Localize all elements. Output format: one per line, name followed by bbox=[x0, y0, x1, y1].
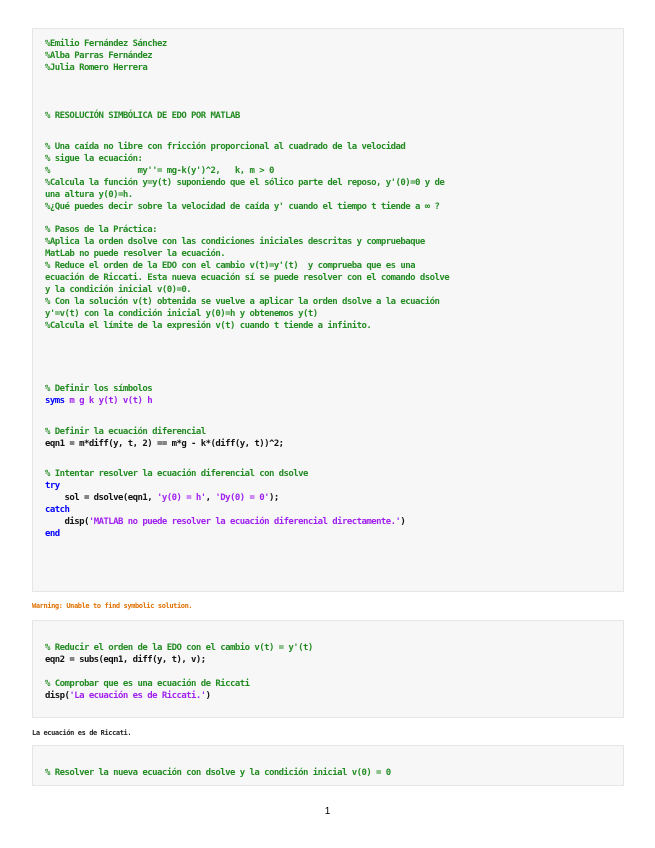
code-text: ) bbox=[400, 517, 406, 527]
string-literal: 'La ecuación es de Riccati.' bbox=[69, 691, 206, 701]
code-text: disp( bbox=[45, 517, 89, 527]
comment-line: % RESOLUCIÓN SIMBÓLICA DE EDO POR MATLAB bbox=[45, 111, 240, 121]
comment-line: %Alba Parras Fernández bbox=[45, 51, 153, 61]
comment-line: %Julia Romero Herrera bbox=[45, 63, 148, 73]
code-line: eqn1 = m*diff(y, t, 2) == m*g - k*(diff(y, t))^2; bbox=[45, 439, 284, 449]
comment-line: % Pasos de la Práctica: bbox=[45, 225, 157, 235]
comment-line: %Aplica la orden dsolve con las condiciones iniciales descritas y compruebaque bbox=[45, 237, 425, 247]
comment-line: %Calcula el límite de la expresión v(t) cuando t tiende a infinito. bbox=[45, 321, 372, 331]
command-output: La ecuación es de Riccati. bbox=[32, 729, 132, 737]
code-block-2 bbox=[32, 620, 624, 718]
string-literal: 'MATLAB no puede resolver la ecuación diferencial directamente.' bbox=[88, 517, 401, 527]
comment-line: % Una caída no libre con fricción proporcional al cuadrado de la velocidad bbox=[45, 142, 406, 152]
code-line-syms bbox=[45, 396, 152, 407]
string-literal: 'y(0) = h' bbox=[156, 493, 206, 503]
comment-line: % my''= mg-k(y')^2, k, m > 0 bbox=[45, 166, 274, 176]
comment-line: %Emilio Fernández Sánchez bbox=[45, 39, 167, 49]
comment-line: % Con la solución v(t) obtenida se vuelve a aplicar la orden dsolve a la ecuación bbox=[45, 297, 440, 307]
code-line-disp bbox=[45, 517, 405, 528]
keyword-line: end bbox=[45, 529, 60, 539]
code-block-3 bbox=[32, 745, 624, 786]
keyword: syms bbox=[45, 396, 65, 406]
code-text: ); bbox=[268, 493, 279, 503]
comment-line: % Definir la ecuación diferencial bbox=[45, 427, 206, 437]
keyword-line: catch bbox=[45, 505, 70, 515]
code-text: sol = dsolve(eqn1, bbox=[45, 493, 157, 503]
code-text: disp( bbox=[45, 691, 70, 701]
code-text: ) bbox=[205, 691, 211, 701]
comment-line: y la condición inicial v(0)=0. bbox=[45, 285, 192, 295]
code-text: , bbox=[205, 493, 216, 503]
comment-line: y'=v(t) con la condición inicial y(0)=h y obtenemos y(t) bbox=[45, 309, 318, 319]
keyword-line: try bbox=[45, 481, 60, 491]
comment-line: % Resolver la nueva ecuación con dsolve y la condición inicial v(0) = 0 bbox=[45, 768, 391, 778]
code-block-1 bbox=[32, 28, 624, 592]
comment-line: % Intentar resolver la ecuación diferencial con dsolve bbox=[45, 469, 308, 479]
comment-line: % Reducir el orden de la EDO con el cambio v(t) = y'(t) bbox=[45, 643, 313, 653]
comment-line: % Definir los símbolos bbox=[45, 384, 153, 394]
symbol-list: m g k y(t) v(t) h bbox=[64, 396, 153, 406]
comment-line: % Comprobar que es una ecuación de Riccati bbox=[45, 679, 250, 689]
code-line-disp bbox=[45, 691, 211, 702]
comment-line: %¿Qué puedes decir sobre la velocidad de caída y' cuando el tiempo t tiende a ∞ ? bbox=[45, 202, 440, 212]
string-literal: 'Dy(0) = 0' bbox=[215, 493, 269, 503]
code-line: eqn2 = subs(eqn1, diff(y, t), v); bbox=[45, 655, 206, 665]
page-number: 1 bbox=[324, 806, 331, 817]
comment-line: MatLab no puede resolver la ecuación. bbox=[45, 249, 226, 259]
comment-line: una altura y(0)=h. bbox=[45, 190, 133, 200]
comment-line: % Reduce el orden de la EDO con el cambio v(t)=y'(t) y comprueba que es una bbox=[45, 261, 416, 271]
comment-line: ecuación de Riccati. Esta nueva ecuación sí se puede resolver con el comando dsolve bbox=[45, 273, 450, 283]
comment-line: %Calcula la función y=y(t) suponiendo que el sólico parte del reposo, y'(0)=0 y de bbox=[45, 178, 445, 188]
comment-line: % sigue la ecuación: bbox=[45, 154, 143, 164]
warning-output: Warning: Unable to find symbolic solution. bbox=[32, 602, 193, 610]
code-line-dsolve bbox=[45, 493, 279, 504]
